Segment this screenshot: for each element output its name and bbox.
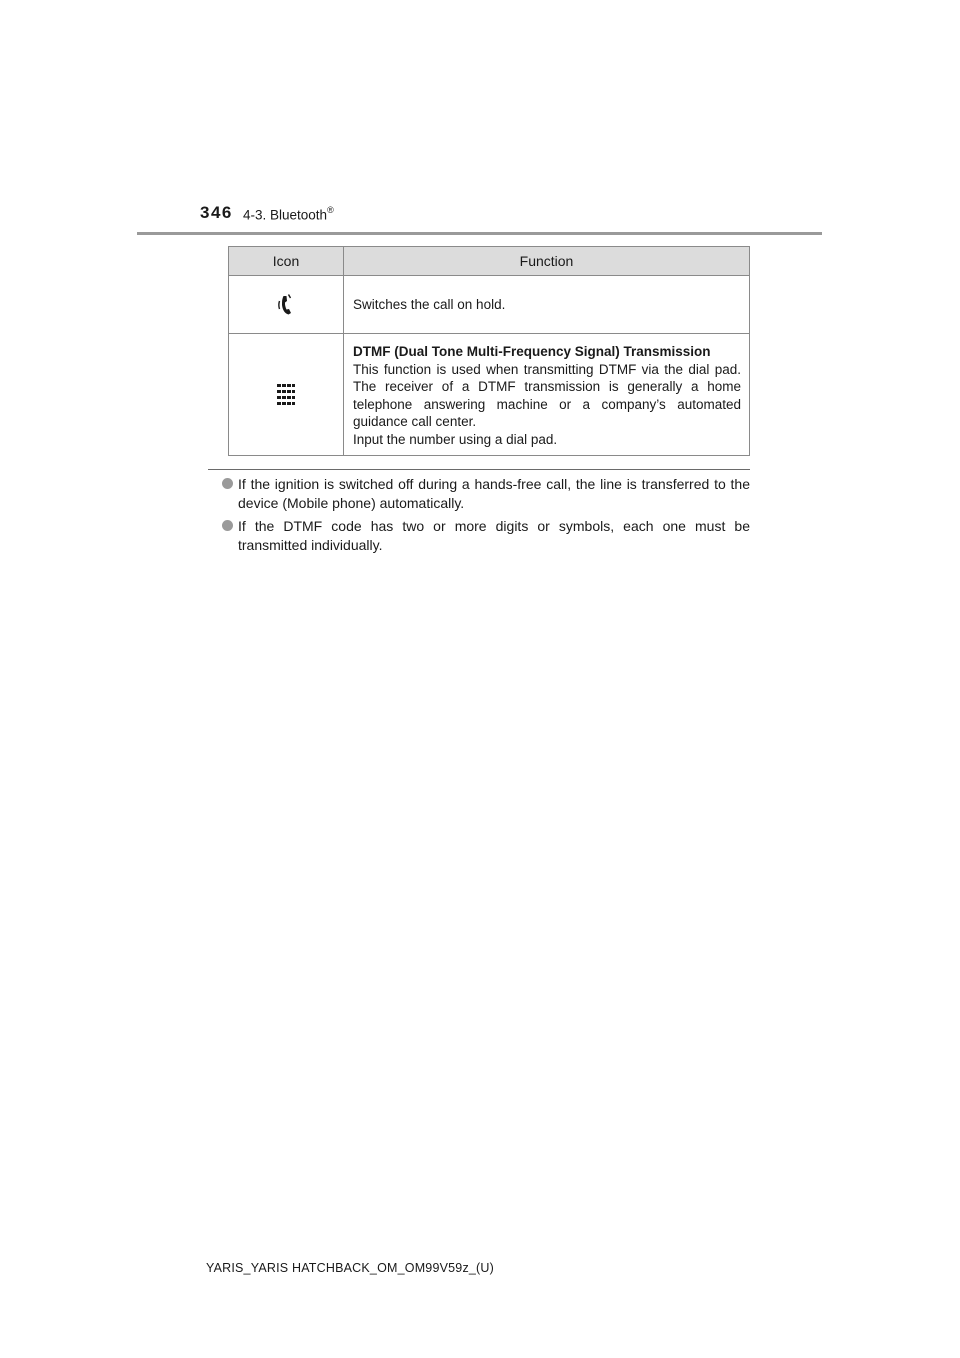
call-hold-icon	[278, 296, 294, 311]
footer-doc-code: YARIS_YARIS HATCHBACK_OM_OM99V59z_(U)	[205, 1261, 495, 1275]
column-header-icon: Icon	[229, 247, 344, 276]
function-cell	[344, 334, 750, 456]
registered-mark: ®	[327, 205, 334, 215]
function-cell	[344, 276, 750, 334]
function-title: DTMF (Dual Tone Multi-Frequency Signal) Transmission	[353, 344, 711, 359]
icon-cell	[229, 334, 344, 456]
column-header-function: Function	[344, 247, 750, 276]
table-row	[229, 334, 750, 456]
notes-divider	[208, 469, 750, 470]
section-title-text: 4-3. Bluetooth	[243, 207, 328, 223]
header-divider	[137, 232, 822, 235]
function-description: Switches the call on hold.	[353, 296, 506, 312]
icon-function-table	[228, 246, 750, 456]
table-header-row	[229, 247, 750, 276]
note-text: If the DTMF code has two or more digits or symbols, each one must be transmitted individually.	[238, 518, 750, 553]
section-title	[243, 206, 334, 223]
page-number: 346	[200, 203, 233, 222]
bullet-icon	[222, 520, 233, 531]
bullet-icon	[222, 478, 233, 489]
table-row	[229, 276, 750, 334]
icon-cell	[229, 276, 344, 334]
note-text: If the ignition is switched off during a hands-free call, the line is transferred to the device (Mobile phone) automatically.	[238, 476, 750, 511]
note-item	[222, 475, 750, 512]
function-description: This function is used when transmitting DTMF via the dial pad. The receiver of a DTMF transmission is generally a home telephone answering machine or a company’s automated guidance call center.	[353, 361, 741, 429]
notes-list	[222, 475, 750, 559]
dial-pad-icon	[277, 386, 295, 401]
note-item	[222, 517, 750, 554]
function-description-2: Input the number using a dial pad.	[353, 431, 558, 447]
